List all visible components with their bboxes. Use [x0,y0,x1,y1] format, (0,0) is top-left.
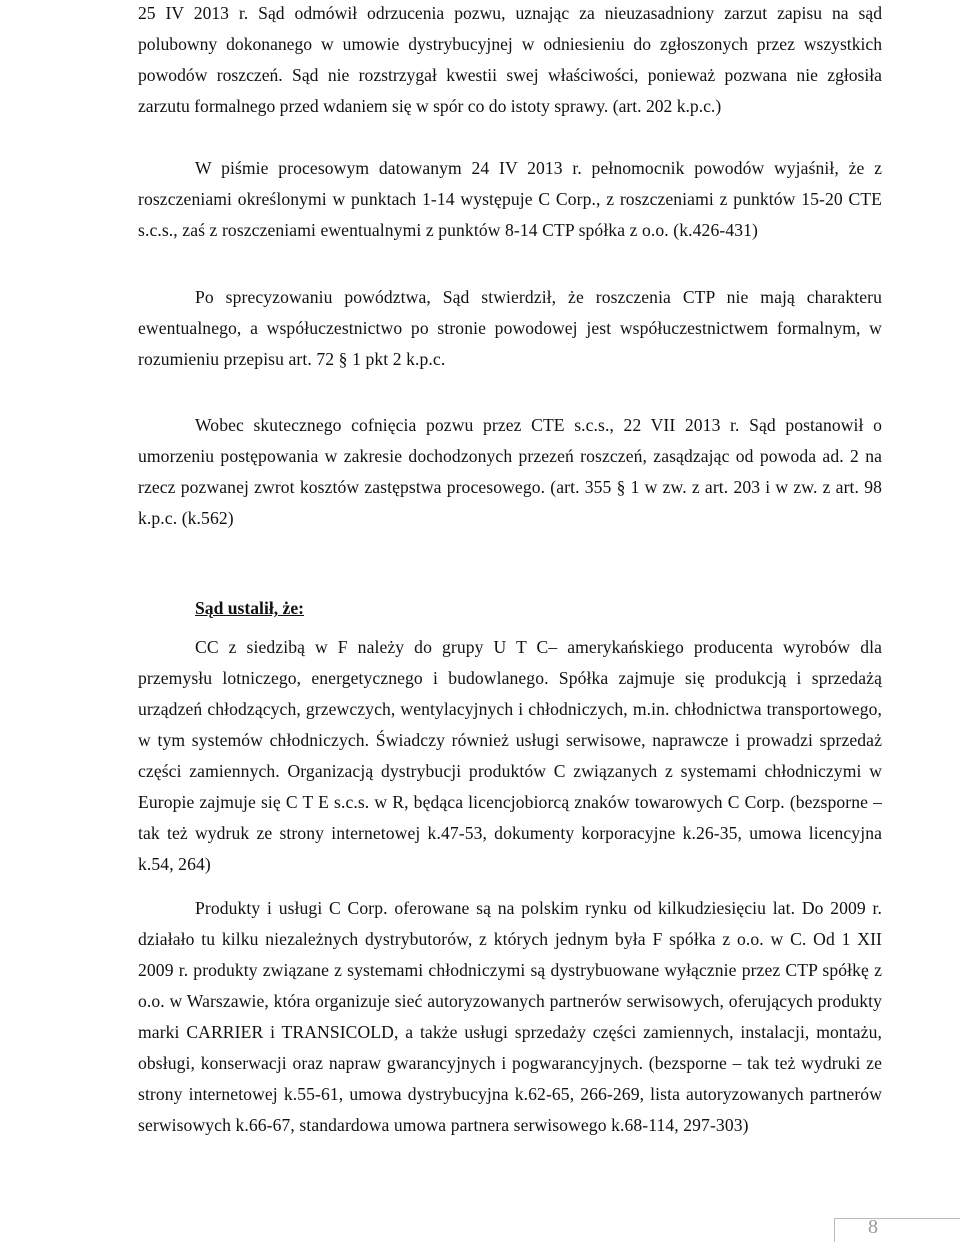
section-heading: Sąd ustalił, że: [195,598,304,618]
paragraph-opening: 25 IV 2013 r. Sąd odmówił odrzucenia pozwu, uznając za nieuzasadniony zarzut zapisu na sąd polubowny dokonanego w umowie dystrybucyjnej w odniesieniu do zgłoszonych przez wszystkich powodów roszczeń. Sąd nie rozstrzygał kwestii swej właściwości, ponieważ pozwana nie zgłosiła zarzutu formalnego przed wdaniem się w spór co do istoty sprawy. (art. 202 k.p.c.) [138,3,882,116]
page-number: 8 [868,1216,878,1238]
page-number-frame [834,1218,960,1242]
paragraph-pismo-procesowe: W piśmie procesowym datowanym 24 IV 2013 r. pełnomocnik powodów wyjaśnił, że z roszczeniami określonymi w punktach 1-14 występuje C Corp., z roszczeniami z punktów 15-20 CTE s.c.s., zaś z roszczeniami ewentualnymi z punktów 8-14 CTP spółka z o.o. (k.426-431) [138,158,882,240]
paragraph-cofniecie-pozwu: Wobec skutecznego cofnięcia pozwu przez CTE s.c.s., 22 VII 2013 r. Sąd postanowił o umorzeniu postępowania w zakresie dochodzonych przezeń roszczeń, zasądzając od powoda ad. 2 na rzecz pozwanej zwrot kosztów zastępstwa procesowego. (art. 355 § 1 w zw. z art. 203 i w zw. z art. 98 k.p.c. (k.562) [138,415,882,528]
paragraph-produkty: Produkty i usługi C Corp. oferowane są na polskim rynku od kilkudziesięciu lat. Do 2009 r. działało tu kilku niezależnych dystrybutorów, z których jednym była F spółka z o.o. w C. Od 1 XII 2009 r. produkty związane z systemami chłodniczymi są dystrybuowane wyłącznie przez CTP spółkę z o.o. w Warszawie, która organizuje sieć autoryzowanych partnerów serwisowych, oferujących produkty marki CARRIER i TRANSICOLD, a także usługi sprzedaży części zamiennych, instalacji, montażu, obsługi, konserwacji oraz napraw gwarancyjnych i pogwarancyjnych. (bezsporne – tak też wydruki ze strony internetowej k.55-61, umowa dystrybucyjna k.62-65, 266-269, lista autoryzowanych partnerów serwisowych k.66-67, standardowa umowa partnera serwisowego k.68-114, 297-303) [138,898,882,1135]
paragraph-cc-company: CC z siedzibą w F należy do grupy U T C– amerykańskiego producenta wyrobów dla przemysłu lotniczego, energetycznego i budowlanego. Spółka zajmuje się produkcją i sprzedażą urządzeń chłodzących, grzewczych, wentylacyjnych i chłodniczych, m.in. chłodnictwa transportowego, w tym systemów chłodniczych. Świadczy również usługi serwisowe, naprawcze i prowadzi sprzedaż części zamiennych. Organizacją dystrybucji produktów C związanych z systemami chłodniczymi w Europie zajmuje się C T E s.c.s. w R, będąca licencjobiorcą znaków towarowych C Corp. (bezsporne – tak też wydruk ze strony internetowej k.47-53, dokumenty korporacyjne k.26-35, umowa licencyjna k.54, 264) [138,637,882,874]
paragraph-sprecyzowanie: Po sprecyzowaniu powództwa, Sąd stwierdził, że roszczenia CTP nie mają charakteru ewentualnego, a współuczestnictwo po stronie powodowej jest współuczestnictwem formalnym, w rozumieniu przepisu art. 72 § 1 pkt 2 k.p.c. [138,287,882,369]
